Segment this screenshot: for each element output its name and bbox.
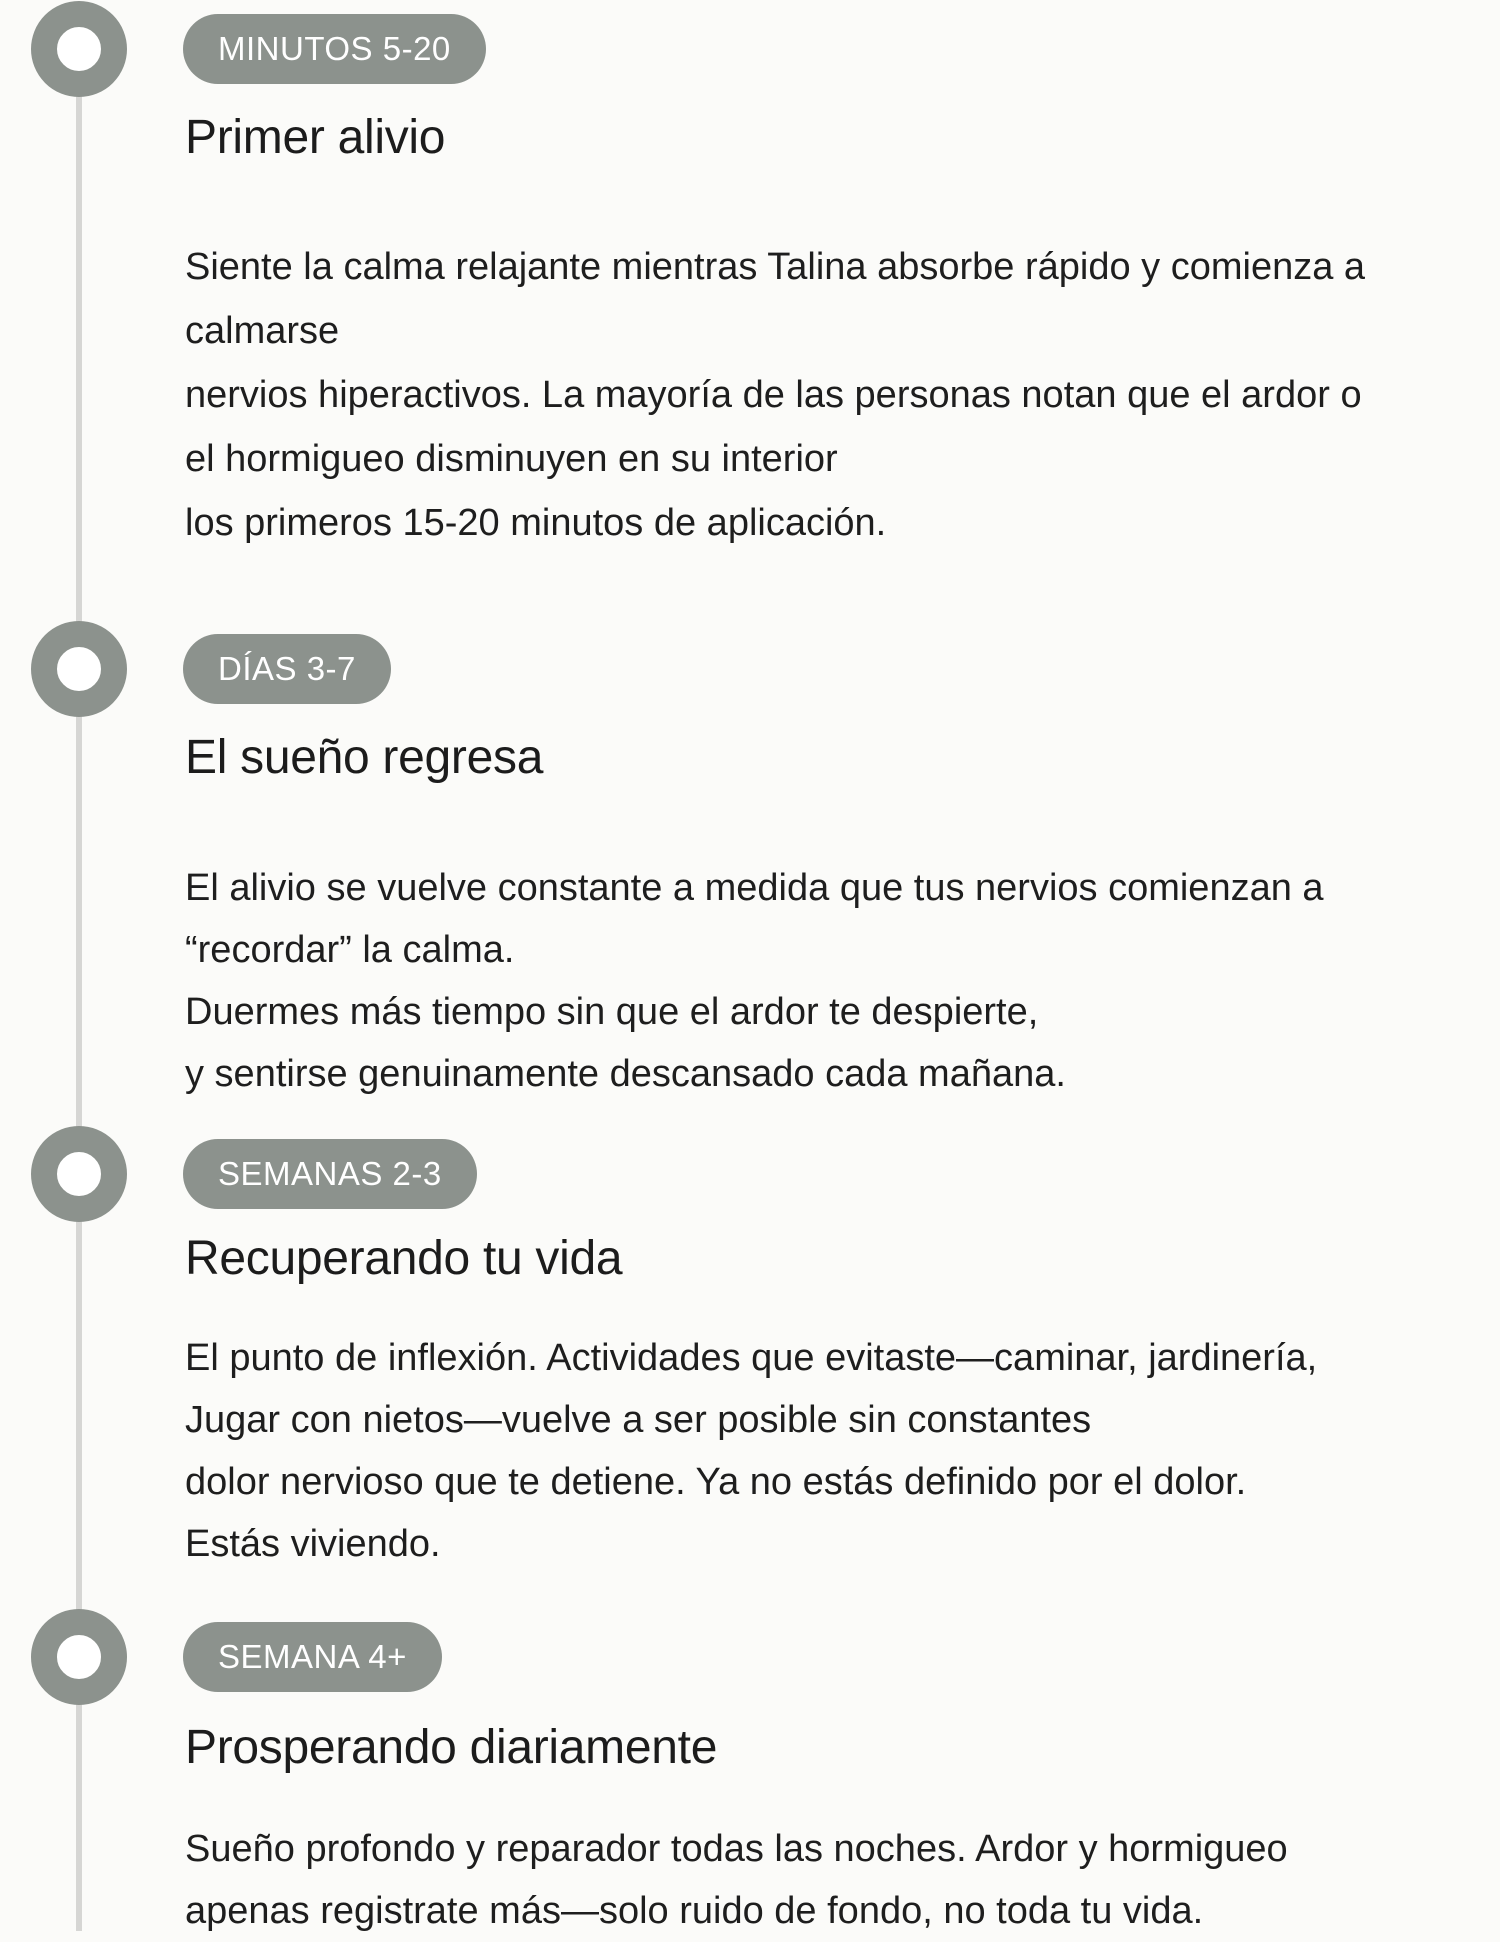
step-badge: MINUTOS 5-20 xyxy=(183,14,486,84)
step-title: Recuperando tu vida xyxy=(185,1232,623,1285)
step-description-line: dolor nervioso que te detiene. Ya no estás definido por el dolor. xyxy=(185,1461,1247,1503)
step-description-line: el hormigueo disminuyen en su interior xyxy=(185,438,838,480)
step-title: Primer alivio xyxy=(185,111,446,164)
step-description-line: Estás viviendo. xyxy=(185,1523,441,1565)
step-description-line: El punto de inflexión. Actividades que evitaste—caminar, jardinería, xyxy=(185,1337,1318,1379)
step-badge: DÍAS 3-7 xyxy=(183,634,391,704)
step-description xyxy=(185,1818,1475,1942)
step-title: Prosperando diariamente xyxy=(185,1721,718,1774)
step-description-line: los primeros 15-20 minutos de aplicación. xyxy=(185,502,887,544)
step-description-line: calmarse xyxy=(185,310,340,352)
step-description-line: y sentirse genuinamente descansado cada mañana. xyxy=(185,1053,1066,1095)
step-description-line: apenas registrate más—solo ruido de fondo, no toda tu vida. xyxy=(185,1890,1204,1932)
step-badge: SEMANA 4+ xyxy=(183,1622,442,1692)
step-description-line: El alivio se vuelve constante a medida que tus nervios comienzan a xyxy=(185,867,1324,909)
step-description-line: Sueño profondo y reparador todas las noches. Ardor y hormigueo xyxy=(185,1828,1288,1870)
step-title: El sueño regresa xyxy=(185,731,544,784)
timeline-node-icon xyxy=(31,621,127,717)
step-description-line: Jugar con nietos—vuelve a ser posible sin constantes xyxy=(185,1399,1092,1441)
timeline-node-icon xyxy=(31,1,127,97)
step-description-line: nervios hiperactivos. La mayoría de las personas notan que el ardor o xyxy=(185,374,1362,416)
step-description-line: “recordar” la calma. xyxy=(185,929,515,971)
step-badge: SEMANAS 2-3 xyxy=(183,1139,477,1209)
step-description-line: Siente la calma relajante mientras Talina absorbe rápido y comienza a xyxy=(185,246,1366,288)
step-description-line: Duermes más tiempo sin que el ardor te despierte, xyxy=(185,991,1039,1033)
step-description xyxy=(185,857,1475,1105)
timeline-node-icon xyxy=(31,1126,127,1222)
step-description xyxy=(185,1327,1475,1575)
step-description xyxy=(185,235,1475,555)
timeline-node-icon xyxy=(31,1609,127,1705)
